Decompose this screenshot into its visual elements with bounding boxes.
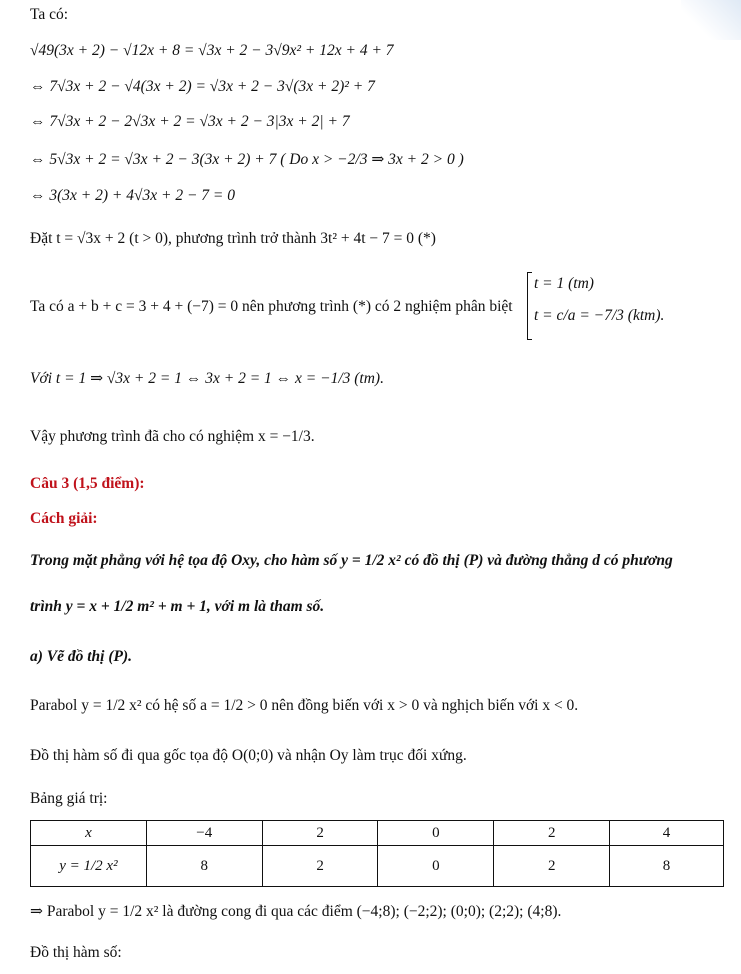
table-row [31,821,724,846]
equation-2: ⇔ 7√3x + 2 − √4(3x + 2) = √3x + 2 − 3√(3x + 2)² + 7 [30,78,375,95]
table-row-label: y = 1/2 x² [31,846,147,887]
table-row [31,846,724,887]
table-cell: 2 [262,846,378,887]
table-cell: 8 [146,846,262,887]
parabola-text: Parabol y = 1/2 x² có hệ số a = 1/2 > 0 nên đồng biến với x > 0 và nghịch biến với x < 0. [30,697,579,714]
table-title: Bảng giá trị: [30,790,108,807]
table-cell: 2 [494,846,610,887]
roots-system [527,272,664,340]
origin-text: Đồ thị hàm số đi qua gốc tọa độ O(0;0) và nhận Oy làm trục đối xứng. [30,747,467,764]
intro-text: Ta có: [30,6,69,23]
table-header-cell: −4 [146,821,262,846]
equation-4: ⇔ 5√3x + 2 = √3x + 2 − 3(3x + 2) + 7 ( Do x > −2/3 ⇒ 3x + 2 > 0 ) [30,151,464,168]
table-cell: 0 [378,846,494,887]
table-cell: 8 [610,846,724,887]
method-heading: Cách giải: [30,510,98,527]
root-1: t = 1 (tm) [534,275,594,292]
table-header-cell: x [31,821,147,846]
table-header-cell: 2 [262,821,378,846]
substitution-text: Đặt t = √3x + 2 (t > 0), phương trình trở thành 3t² + 4t − 7 = 0 (*) [30,230,436,247]
graph-title: Đồ thị hàm số: [30,944,122,961]
with-t-text: Với t = 1 ⇒ √3x + 2 = 1 ⇔ 3x + 2 = 1 ⇔ x = −1/3 (tm). [30,370,384,387]
conclusion-text: Vậy phương trình đã cho có nghiệm x = −1/3. [30,428,315,445]
question-3-title: Câu 3 (1,5 điểm): [30,475,145,492]
problem-line-2: trình y = x + 1/2 m² + m + 1, với m là tham số. [30,598,325,615]
value-table [30,820,724,887]
problem-line-1: Trong mặt phẳng với hệ tọa độ Oxy, cho hàm số y = 1/2 x² có đồ thị (P) và đường thẳng d có phương [30,552,673,569]
equation-1: √49(3x + 2) − √12x + 8 = √3x + 2 − 3√9x² + 12x + 4 + 7 [30,42,394,59]
table-header-cell: 4 [610,821,724,846]
corner-decoration [681,0,741,40]
table-header-cell: 0 [378,821,494,846]
vieta-text: Ta có a + b + c = 3 + 4 + (−7) = 0 nên phương trình (*) có 2 nghiệm phân biệt [30,298,513,315]
table-header-cell: 2 [494,821,610,846]
root-2: t = c/a = −7/3 (ktm). [534,307,665,324]
equation-5: ⇔ 3(3x + 2) + 4√3x + 2 − 7 = 0 [30,187,236,204]
points-text: ⇒ Parabol y = 1/2 x² là đường cong đi qua các điểm (−4;8); (−2;2); (0;0); (2;2); (4;8). [30,903,562,920]
part-a-heading: a) Vẽ đồ thị (P). [30,648,133,665]
equation-3: ⇔ 7√3x + 2 − 2√3x + 2 = √3x + 2 − 3|3x + 2| + 7 [30,113,350,130]
